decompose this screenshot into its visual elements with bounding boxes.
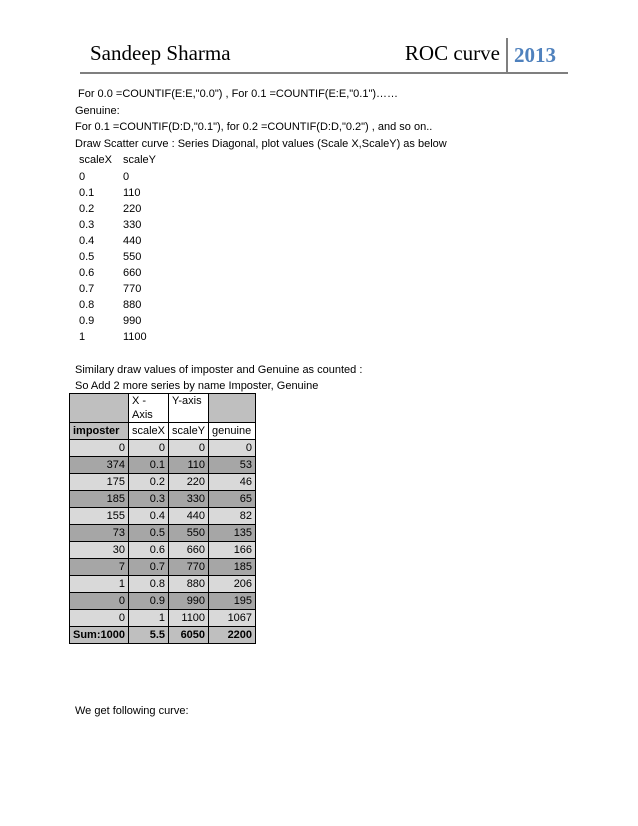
- scale-x-value: 0.1: [79, 186, 95, 199]
- table-row: [70, 542, 256, 559]
- document-year: 2013: [514, 43, 556, 67]
- scalex-value: 0.3: [128, 491, 168, 508]
- y-axis-label: Y-axis: [169, 394, 209, 423]
- scale-list-row: [79, 201, 183, 217]
- scale-values-list: [79, 152, 183, 345]
- scale-y-value: 550: [123, 250, 142, 263]
- scatter-instruction-line: Draw Scatter curve : Series Diagonal, plot values (Scale X,ScaleY) as below: [75, 137, 447, 150]
- table-row: [70, 474, 256, 491]
- scale-list-row: [79, 168, 183, 184]
- axis-label-cell: [70, 394, 129, 423]
- imposter-genuine-table: [69, 393, 256, 644]
- scale-y-value: 880: [123, 299, 142, 312]
- table-row: [70, 440, 256, 457]
- scale-x-value: 0.2: [79, 202, 95, 215]
- genuine-count: 53: [209, 457, 256, 474]
- imposter-count: 185: [70, 491, 129, 508]
- table-row: [70, 525, 256, 542]
- scalex-value: 0.2: [128, 474, 168, 491]
- scaley-value: 220: [169, 474, 209, 491]
- scale-x-value: 0.9: [79, 315, 95, 328]
- imposter-count: 73: [70, 525, 129, 542]
- similarly-draw-line: Similary draw values of imposter and Genuine as counted :: [75, 363, 363, 376]
- scale-x-value: 0.4: [79, 234, 95, 247]
- scale-list-row: [79, 297, 183, 313]
- footer-text: [75, 703, 189, 720]
- table-row: [70, 508, 256, 525]
- scale-list-header: [79, 152, 183, 168]
- genuine-count: 206: [209, 576, 256, 593]
- scaley-value: 1100: [169, 610, 209, 627]
- scale-x-value: 1: [79, 331, 86, 344]
- author-name: Sandeep Sharma: [90, 41, 231, 65]
- scalex-value: 0.1: [128, 457, 168, 474]
- scale-x-value: 0.5: [79, 250, 95, 263]
- scale-y-header: scaleY: [123, 154, 157, 167]
- scale-y-value: 330: [123, 218, 142, 231]
- genuine-count: 1067: [209, 610, 256, 627]
- imposter-count: 0: [70, 440, 129, 457]
- scaley-value: 550: [169, 525, 209, 542]
- genuine-count: 65: [209, 491, 256, 508]
- genuine-count: 135: [209, 525, 256, 542]
- scale-y-value: 220: [123, 202, 142, 215]
- table-header-row: [70, 423, 256, 440]
- scale-x-value: 0.6: [79, 267, 95, 280]
- imposter-count: 1: [70, 576, 129, 593]
- scale-x-value: 0.7: [79, 283, 95, 296]
- scaley-value: 660: [169, 542, 209, 559]
- genuine-count: 166: [209, 542, 256, 559]
- imposter-count: 7: [70, 559, 129, 576]
- scale-list-row: [79, 265, 183, 281]
- scaley-value: 880: [169, 576, 209, 593]
- imposter-formula-line: For 0.0 =COUNTIF(E:E,"0.0") , For 0.1 =COUNTIF(E:E,"0.1")……: [78, 88, 399, 100]
- table-row: [70, 576, 256, 593]
- page-header: [80, 38, 568, 74]
- genuine-formula-line: For 0.1 =COUNTIF(D:D,"0.1"), for 0.2 =COUNTIF(D:D,"0.2") , and so on..: [75, 121, 433, 134]
- scalex-value: 0.7: [128, 559, 168, 576]
- scaley-value: 990: [169, 593, 209, 610]
- scale-x-value: 0.8: [79, 299, 95, 312]
- scaley-value: 110: [169, 457, 209, 474]
- body-text: [75, 86, 447, 395]
- scaley-value: 330: [169, 491, 209, 508]
- scale-y-value: 440: [123, 234, 142, 247]
- table-row: [70, 491, 256, 508]
- scalex-value: 1: [128, 610, 168, 627]
- scaley-value: 0: [169, 440, 209, 457]
- imposter-count: 374: [70, 457, 129, 474]
- sum-scaley: 6050: [169, 627, 209, 644]
- x-axis-label: X - Axis: [128, 394, 168, 423]
- sum-row: [70, 627, 256, 644]
- scaley-value: 440: [169, 508, 209, 525]
- scale-list-row: [79, 185, 183, 201]
- scale-x-header: scaleX: [79, 154, 113, 167]
- scalex-value: 0: [128, 440, 168, 457]
- scale-list-row: [79, 329, 183, 345]
- table-row: [70, 559, 256, 576]
- imposter-count: 0: [70, 610, 129, 627]
- genuine-count: 185: [209, 559, 256, 576]
- scale-y-value: 1100: [123, 331, 147, 344]
- document-title: ROC curve: [404, 41, 500, 65]
- table-axis-label-row: [70, 394, 256, 423]
- scalex-header: scaleX: [128, 423, 168, 440]
- table-row: [70, 457, 256, 474]
- scale-y-value: 110: [123, 186, 141, 199]
- genuine-heading: Genuine:: [75, 104, 120, 117]
- curve-intro-line: We get following curve:: [75, 705, 189, 717]
- scalex-value: 0.6: [128, 542, 168, 559]
- genuine-count: 195: [209, 593, 256, 610]
- sum-scalex: 5.5: [128, 627, 168, 644]
- sum-genuine: 2200: [209, 627, 256, 644]
- imposter-count: 155: [70, 508, 129, 525]
- scale-list-row: [79, 281, 183, 297]
- imposter-header: imposter: [70, 423, 129, 440]
- genuine-count: 82: [209, 508, 256, 525]
- scale-y-value: 770: [123, 283, 142, 296]
- genuine-header: genuine: [209, 423, 256, 440]
- table-row: [70, 593, 256, 610]
- scalex-value: 0.5: [128, 525, 168, 542]
- genuine-count: 46: [209, 474, 256, 491]
- genuine-count: 0: [209, 440, 256, 457]
- scale-list-row: [79, 233, 183, 249]
- scaley-header: scaleY: [169, 423, 209, 440]
- add-series-line: So Add 2 more series by name Imposter, Genuine: [75, 380, 319, 393]
- scale-y-value: 660: [123, 267, 142, 280]
- scale-list-row: [79, 249, 183, 265]
- sum-imposter: Sum:1000: [70, 627, 129, 644]
- axis-label-cell: [209, 394, 256, 423]
- scale-y-value: 990: [123, 315, 142, 328]
- table-row: [70, 610, 256, 627]
- scale-list-row: [79, 313, 183, 329]
- scaley-value: 770: [169, 559, 209, 576]
- imposter-count: 175: [70, 474, 129, 491]
- scale-x-value: 0: [79, 170, 86, 183]
- scale-x-value: 0.3: [79, 218, 95, 231]
- scalex-value: 0.9: [128, 593, 168, 610]
- scale-list-row: [79, 217, 183, 233]
- imposter-count: 30: [70, 542, 129, 559]
- imposter-count: 0: [70, 593, 129, 610]
- scalex-value: 0.8: [128, 576, 168, 593]
- year-box: [506, 38, 568, 72]
- scalex-value: 0.4: [128, 508, 168, 525]
- scale-y-value: 0: [123, 170, 130, 183]
